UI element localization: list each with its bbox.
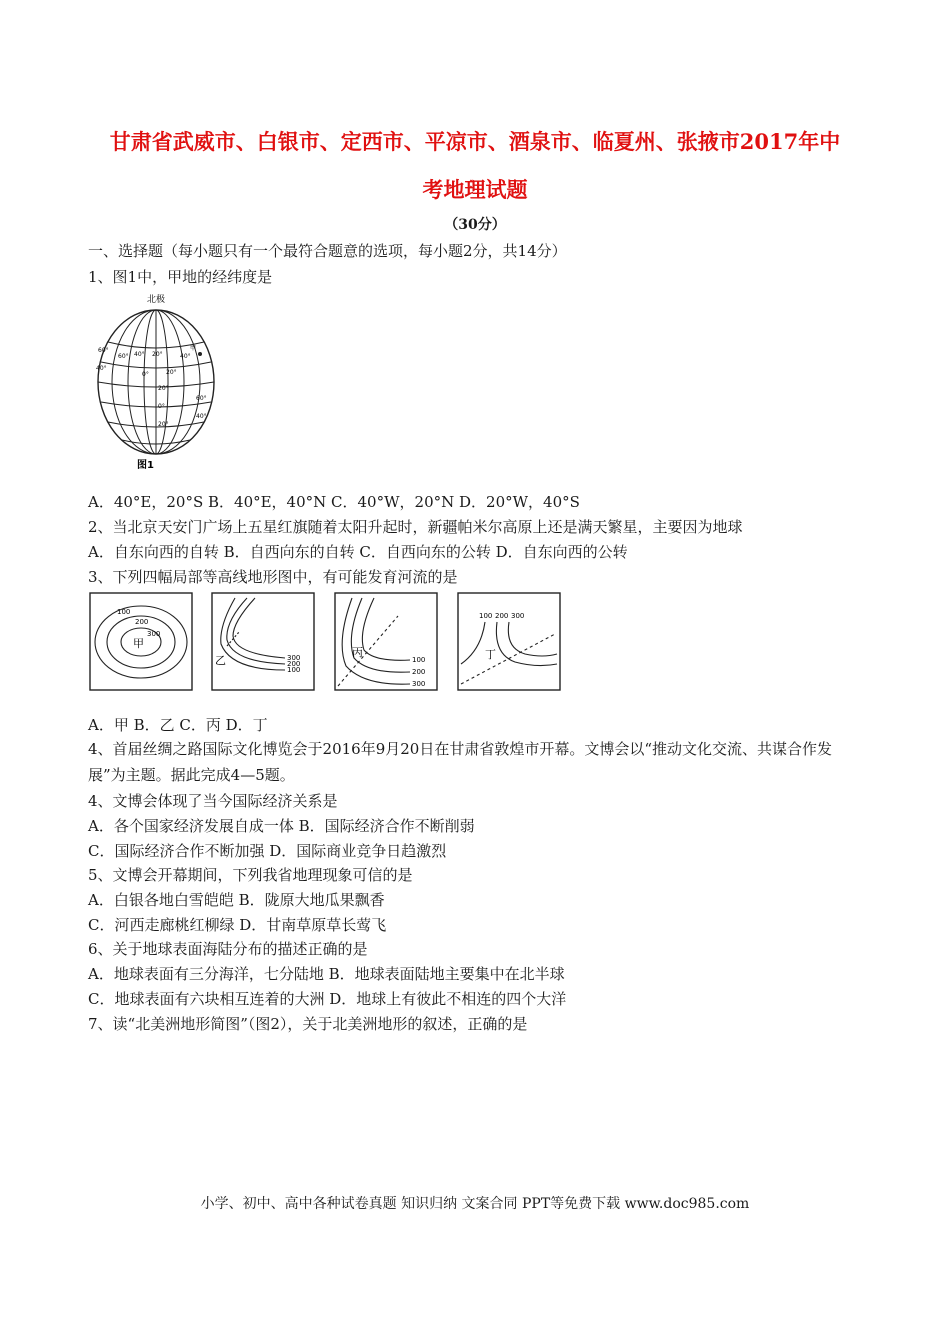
q6-options-line1: A．地球表面有三分海洋，七分陆地 B．地球表面陆地主要集中在北半球: [88, 965, 565, 983]
q2-stem: 2、当北京天安门广场上五星红旗随着太阳升起时，新疆帕米尔高原上还是满天繁星，主要因为地球: [88, 518, 743, 536]
q6-options-line2: C．地球表面有六块相互连着的大洲 D．地球上有彼此不相连的四个大洋: [88, 990, 567, 1008]
lat-label: 60°: [196, 395, 207, 402]
section-heading: 一、选择题（每小题只有一个最符合题意的选项，每小题2分，共14分）: [88, 242, 567, 260]
contour-label: 100: [412, 656, 426, 664]
q2-options: A．自东向西的自转 B．自西向东的自转 C．自西向东的公转 D．自东向西的公转: [88, 543, 628, 561]
q4-options-line2: C．国际经济合作不断加强 D．国际商业竞争日趋激烈: [88, 842, 447, 860]
q5-options-line1: A．白银各地白雪皑皑 B．陇原大地瓜果飘香: [88, 891, 385, 909]
contour-label: 300: [147, 630, 161, 638]
lat-label: 60°: [98, 347, 109, 354]
lat-label: 40°: [96, 365, 107, 372]
contour-label: 200: [412, 668, 426, 676]
q3-stem: 3、下列四幅局部等高线地形图中，有可能发育河流的是: [88, 568, 458, 586]
contour-map-bing: [334, 592, 438, 692]
lon-label: 40°: [134, 351, 145, 358]
q5-options-line2: C．河西走廊桃红柳绿 D．甘南草原草长莺飞: [88, 916, 387, 934]
figure1-caption: 图1: [137, 460, 154, 471]
q1-stem: 1、图1中，甲地的经纬度是: [88, 268, 273, 286]
q6-stem: 6、关于地球表面海陆分布的描述正确的是: [88, 940, 368, 958]
lat-label: 20°: [158, 421, 169, 428]
globe-figure: [92, 292, 222, 472]
score-label: （30分）: [444, 217, 506, 233]
point-label-jia: 甲: [190, 345, 197, 352]
contour-label: 200: [135, 618, 149, 626]
map-label-jia: 甲: [133, 637, 144, 650]
contour-label: 100: [117, 608, 131, 616]
lon-label: 60°: [118, 353, 129, 360]
document-title-line2: 考地理试题: [422, 177, 528, 202]
contour-label: 300: [412, 680, 426, 688]
lon-label: 20°: [166, 369, 177, 376]
contour-map-yi: [211, 592, 315, 692]
contour-label: 200: [495, 612, 509, 620]
contour-map-ding: [457, 592, 561, 692]
page-footer: 小学、初中、高中各种试卷真题 知识归纳 文案合同 PPT等免费下载 www.doc985.com: [200, 1196, 750, 1212]
map-label-bing: 丙: [352, 646, 363, 659]
contour-label: 100: [479, 612, 493, 620]
lat-label: 20°: [158, 385, 169, 392]
contour-map-jia: [89, 592, 193, 692]
q1-options: A．40°E，20°S B．40°E，40°N C．40°W，20°N D．20°W，40°S: [88, 493, 580, 511]
contour-label: 100: [287, 666, 301, 674]
map-label-ding: 丁: [485, 648, 496, 661]
lat-label: 0°: [158, 403, 165, 410]
lon-label: 0°: [142, 371, 149, 378]
north-pole-label: 北极: [146, 295, 166, 305]
lon-label: 20°: [152, 351, 163, 358]
q4-intro: 4、首届丝绸之路国际文化博览会于2016年9月20日在甘肃省敦煌市开幕。文博会以“推动文化交流、共谋合作发展”为主题。据此完成4—5题。: [88, 740, 833, 784]
q4-stem: 4、文博会体现了当今国际经济关系是: [88, 792, 338, 810]
q5-stem: 5、文博会开幕期间，下列我省地理现象可信的是: [88, 866, 413, 884]
map-label-yi: 乙: [215, 654, 226, 667]
q7-stem: 7、读“北美洲地形简图”（图2），关于北美洲地形的叙述，正确的是: [88, 1015, 528, 1033]
q3-options: A．甲 B．乙 C．丙 D．丁: [88, 716, 268, 734]
lon-label: 40°: [180, 353, 191, 360]
contour-label: 300: [511, 612, 525, 620]
contour-label: 200: [287, 660, 301, 668]
q4-options-line1: A．各个国家经济发展自成一体 B．国际经济合作不断削弱: [88, 817, 475, 835]
document-title-line1: 甘肃省武威市、白银市、定西市、平凉市、酒泉市、临夏州、张掖市2017年中: [109, 129, 841, 154]
lat-label: 40°: [196, 413, 207, 420]
contour-label: 300: [287, 654, 301, 662]
